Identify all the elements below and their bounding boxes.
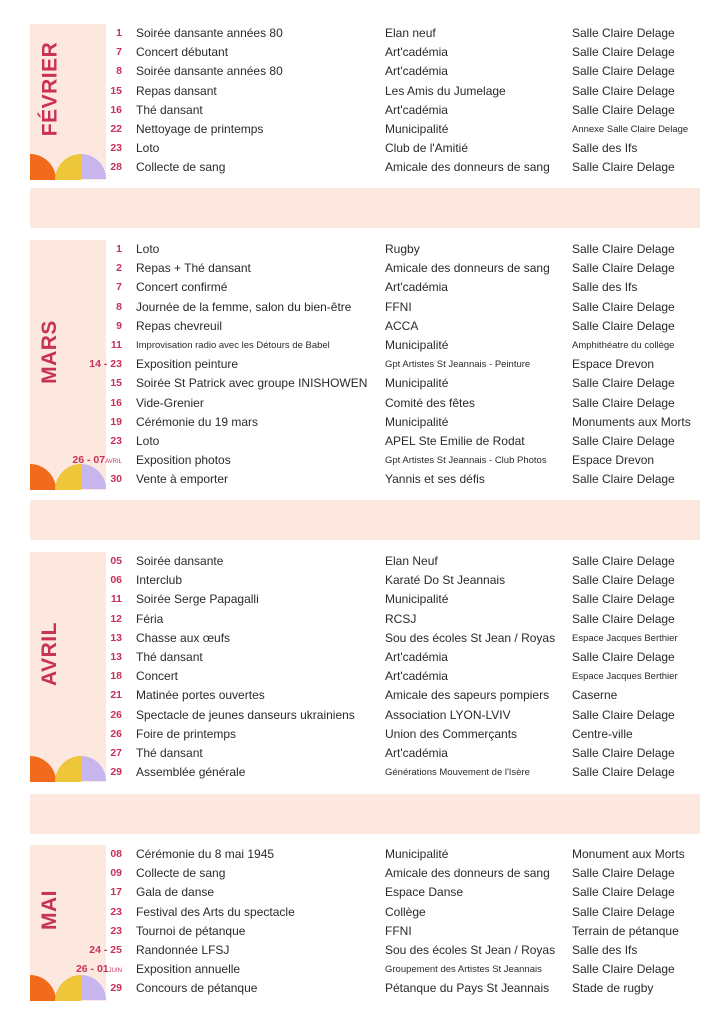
event-date <box>116 259 122 278</box>
event-location: Salle Claire Delage <box>572 64 675 79</box>
event-date-value: 23 <box>110 142 122 155</box>
event-title: Loto <box>136 433 160 448</box>
event-organizer: ACCA <box>385 318 419 333</box>
event-date <box>110 706 122 725</box>
event-title: Soirée dansante <box>136 554 224 568</box>
event-date-value: 7 <box>116 46 122 59</box>
event-title: Concert confirmé <box>136 280 228 295</box>
event-location: Salle Claire Delage <box>572 433 675 448</box>
event-title: Vente à emporter <box>136 472 229 487</box>
event-date-value: 06 <box>110 574 122 587</box>
event-date-value: 14 - 23 <box>89 358 122 371</box>
event-organizer: Sou des écoles St Jean / Royas <box>385 630 556 645</box>
event-location: Espace Drevon <box>572 453 655 468</box>
event-title: Soirée dansante années 80 <box>136 26 283 40</box>
event-date-value: 23 <box>110 905 122 918</box>
event-date-value: 1 <box>116 243 122 255</box>
event-location: Salle des Ifs <box>572 280 638 295</box>
event-organizer: Gpt Artistes St Jeannais - Club Photos <box>385 455 547 467</box>
event-date-value: 05 <box>110 555 122 567</box>
month-block-avril <box>30 552 700 782</box>
event-row <box>30 139 700 158</box>
event-date <box>110 158 122 177</box>
event-title: Matinée portes ouvertes <box>136 688 265 703</box>
event-row <box>30 158 700 177</box>
event-organizer: Amicale des donneurs de sang <box>385 866 550 881</box>
event-date-value: 29 <box>110 766 122 779</box>
event-title: Féria <box>136 611 164 626</box>
event-row <box>30 298 700 317</box>
event-title: Improvisation radio avec les Détours de Babel <box>136 339 330 351</box>
event-title: Gala de danse <box>136 885 215 900</box>
event-date <box>110 571 122 590</box>
event-organizer: Art'cadémia <box>385 64 448 79</box>
event-organizer: Art'cadémia <box>385 669 448 684</box>
event-date-value: 22 <box>110 122 122 135</box>
event-row <box>30 686 700 705</box>
event-location: Caserne <box>572 688 618 703</box>
event-title: Festival des Arts du spectacle <box>136 904 295 919</box>
event-location: Salle Claire Delage <box>572 611 675 626</box>
event-date-value: 11 <box>110 338 122 351</box>
event-organizer: Espace Danse <box>385 885 464 900</box>
event-date <box>116 62 122 81</box>
event-date <box>110 979 122 998</box>
event-date-value: 16 <box>110 103 122 116</box>
event-date-value: 1 <box>116 27 122 39</box>
event-title: Tournoi de pétanque <box>136 923 246 938</box>
event-date <box>110 922 122 941</box>
event-date <box>116 317 122 336</box>
event-list <box>30 845 700 999</box>
month-name: FÉVRIER <box>38 41 62 137</box>
event-date <box>110 845 122 864</box>
event-location: Salle Claire Delage <box>572 866 675 881</box>
event-organizer: Yannis et ses défis <box>385 472 485 487</box>
event-date <box>116 298 122 317</box>
event-organizer: APEL Ste Emilie de Rodat <box>385 433 525 448</box>
event-row <box>30 571 700 590</box>
event-organizer: Gpt Artistes St Jeannais - Peinture <box>385 359 531 371</box>
event-date-value: 30 <box>110 473 122 486</box>
event-organizer: Amicale des sapeurs pompiers <box>385 688 550 703</box>
event-date <box>110 394 122 413</box>
event-date-value: 21 <box>110 689 122 702</box>
separator-band <box>30 500 700 540</box>
event-title: Interclub <box>136 573 183 588</box>
event-location: Salle Claire Delage <box>572 261 675 276</box>
event-row <box>30 903 700 922</box>
event-date-value: 18 <box>110 670 122 683</box>
event-location: Terrain de pétanque <box>572 923 679 938</box>
event-row <box>30 43 700 62</box>
separator-band <box>30 188 700 228</box>
event-date-value: 08 <box>110 848 122 860</box>
event-row <box>30 278 700 297</box>
event-row <box>30 120 700 139</box>
month-block-mai <box>30 845 700 1001</box>
event-date <box>110 120 122 139</box>
event-row <box>30 629 700 648</box>
event-row <box>30 432 700 451</box>
event-date-value: 8 <box>116 65 122 78</box>
event-date <box>89 941 122 960</box>
event-date <box>110 903 122 922</box>
event-organizer: Pétanque du Pays St Jeannais <box>385 981 550 996</box>
event-date-value: 28 <box>110 161 122 174</box>
event-location: Salle Claire Delage <box>572 242 675 256</box>
event-row <box>30 922 700 941</box>
event-location: Monuments aux Morts <box>572 414 691 429</box>
month-name: MARS <box>38 320 61 384</box>
event-date-value: 26 <box>110 727 122 740</box>
event-title: Foire de printemps <box>136 726 237 741</box>
event-location: Salle Claire Delage <box>572 83 675 98</box>
event-location: Salle Claire Delage <box>572 102 675 117</box>
event-organizer: Art'cadémia <box>385 280 448 295</box>
event-title: Soirée St Patrick avec groupe INISHOWEN <box>136 376 368 391</box>
event-date <box>110 610 122 629</box>
event-date-value: 13 <box>110 631 122 644</box>
event-date-value: 09 <box>110 867 122 880</box>
event-organizer: Sou des écoles St Jean / Royas <box>385 942 556 957</box>
event-row <box>30 451 700 470</box>
event-organizer: Municipalité <box>385 592 449 607</box>
event-location: Salle Claire Delage <box>572 885 675 900</box>
event-date-value: 9 <box>116 319 122 332</box>
event-date <box>110 667 122 686</box>
event-title: Chasse aux œufs <box>136 630 231 645</box>
event-title: Soirée dansante années 80 <box>136 64 283 79</box>
event-list <box>30 240 700 489</box>
event-organizer: Karaté Do St Jeannais <box>385 573 506 588</box>
event-location: Monument aux Morts <box>572 847 685 861</box>
event-location: Salle Claire Delage <box>572 573 675 588</box>
event-row <box>30 336 700 355</box>
event-organizer: Association LYON-LVIV <box>385 707 511 722</box>
event-location: Salle Claire Delage <box>572 160 675 175</box>
event-organizer: Générations Mouvement de l'Isère <box>385 767 530 779</box>
event-row <box>30 355 700 374</box>
event-location: Salle Claire Delage <box>572 592 675 607</box>
month-block-fevrier <box>30 24 700 180</box>
event-date <box>110 82 122 101</box>
event-organizer: RCSJ <box>385 611 417 626</box>
event-row <box>30 883 700 902</box>
event-date <box>110 686 122 705</box>
event-location: Salle Claire Delage <box>572 376 675 391</box>
event-date-value: 16 <box>110 396 122 409</box>
event-location: Salle Claire Delage <box>572 395 675 410</box>
event-row <box>30 552 700 571</box>
event-title: Exposition photos <box>136 453 231 468</box>
event-organizer: Club de l'Amitié <box>385 141 468 156</box>
event-row <box>30 667 700 686</box>
event-location: Espace Drevon <box>572 357 655 372</box>
event-organizer: FFNI <box>385 299 412 314</box>
month-name: AVRIL <box>38 622 62 686</box>
event-organizer: Amicale des donneurs de sang <box>385 261 550 276</box>
event-location: Salle des Ifs <box>572 942 638 957</box>
event-organizer: Union des Commerçants <box>385 726 518 741</box>
event-date <box>116 24 122 43</box>
event-date <box>89 355 122 374</box>
event-organizer: Elan neuf <box>385 26 436 40</box>
event-date-value: 15 <box>110 377 122 390</box>
event-row <box>30 706 700 725</box>
event-row <box>30 413 700 432</box>
event-organizer: Art'cadémia <box>385 745 448 760</box>
event-date <box>110 101 122 120</box>
event-date <box>110 432 122 451</box>
event-date-value: 23 <box>110 434 122 447</box>
event-title: Nettoyage de printemps <box>136 121 264 136</box>
event-date-value: 8 <box>116 300 122 313</box>
event-row <box>30 610 700 629</box>
event-list <box>30 24 700 178</box>
event-row <box>30 101 700 120</box>
event-title: Repas + Thé dansant <box>136 261 251 276</box>
event-organizer: Groupement des Artistes St Jeannais <box>385 964 542 976</box>
event-title: Soirée Serge Papagalli <box>136 592 259 607</box>
event-date <box>110 552 122 571</box>
event-row <box>30 725 700 744</box>
event-row <box>30 763 700 782</box>
event-date <box>110 629 122 648</box>
event-organizer: Elan Neuf <box>385 554 438 568</box>
event-title: Vide-Grenier <box>136 395 204 410</box>
event-date <box>110 883 122 902</box>
event-location: Salle Claire Delage <box>572 554 675 568</box>
event-organizer: FFNI <box>385 923 412 938</box>
event-date-suffix: JUIN <box>108 968 122 975</box>
event-location: Salle Claire Delage <box>572 904 675 919</box>
event-date-value: 19 <box>110 415 122 428</box>
event-date-value: 24 - 25 <box>89 943 122 956</box>
event-row <box>30 24 700 43</box>
event-organizer: Amicale des donneurs de sang <box>385 160 550 175</box>
event-title: Repas chevreuil <box>136 318 223 333</box>
event-title: Concours de pétanque <box>136 981 258 996</box>
event-date-value: 15 <box>110 84 122 97</box>
event-row <box>30 941 700 960</box>
event-date <box>110 413 122 432</box>
event-date-value: 11 <box>110 593 122 606</box>
event-title: Assemblée générale <box>136 765 246 780</box>
event-row <box>30 979 700 998</box>
event-location: Salle Claire Delage <box>572 962 675 977</box>
event-row <box>30 470 700 489</box>
event-date-value: 12 <box>110 612 122 625</box>
event-organizer: Municipalité <box>385 337 449 352</box>
event-location: Salle Claire Delage <box>572 707 675 722</box>
event-row <box>30 648 700 667</box>
event-row <box>30 62 700 81</box>
event-date-value: 26 - 07 <box>72 454 106 467</box>
event-title: Concert <box>136 669 179 684</box>
event-date-value: 26 - 01 <box>75 963 109 976</box>
event-title: Repas dansant <box>136 83 217 98</box>
event-date-value: 2 <box>116 262 122 275</box>
event-title: Collecte de sang <box>136 866 226 881</box>
event-date-value: 13 <box>110 650 122 663</box>
event-date <box>110 763 122 782</box>
event-date-value: 17 <box>110 886 122 899</box>
event-location: Annexe Salle Claire Delage <box>572 123 689 135</box>
event-title: Exposition annuelle <box>136 962 241 977</box>
event-date <box>72 451 122 472</box>
event-row <box>30 259 700 278</box>
event-date <box>110 648 122 667</box>
event-date <box>110 139 122 158</box>
event-title: Loto <box>136 141 160 156</box>
event-date <box>111 336 122 355</box>
event-title: Concert débutant <box>136 45 229 60</box>
event-location: Salle Claire Delage <box>572 649 675 664</box>
event-row <box>30 82 700 101</box>
event-location: Espace Jacques Berthier <box>572 632 678 644</box>
event-date <box>76 960 122 981</box>
event-date <box>116 278 122 297</box>
event-title: Collecte de sang <box>136 160 226 175</box>
event-row <box>30 845 700 864</box>
event-date <box>110 744 122 763</box>
event-row <box>30 374 700 393</box>
event-date <box>111 590 122 609</box>
event-organizer: Art'cadémia <box>385 649 448 664</box>
event-date <box>110 864 122 883</box>
event-organizer: Municipalité <box>385 376 449 391</box>
event-location: Salle Claire Delage <box>572 745 675 760</box>
event-organizer: Comité des fêtes <box>385 395 476 410</box>
event-organizer: Collège <box>385 904 426 919</box>
event-date <box>110 374 122 393</box>
event-location: Salle Claire Delage <box>572 318 675 333</box>
event-row <box>30 394 700 413</box>
event-date-value: 29 <box>110 982 122 995</box>
event-row <box>30 864 700 883</box>
event-organizer: Les Amis du Jumelage <box>385 83 506 98</box>
event-date-value: 26 <box>110 708 122 721</box>
event-organizer: Rugby <box>385 242 420 256</box>
event-row <box>30 317 700 336</box>
event-organizer: Municipalité <box>385 847 449 861</box>
event-title: Cérémonie du 8 mai 1945 <box>136 847 275 861</box>
event-date <box>110 470 122 489</box>
event-location: Stade de rugby <box>572 981 654 996</box>
event-location: Espace Jacques Berthier <box>572 671 678 683</box>
event-title: Spectacle de jeunes danseurs ukrainiens <box>136 707 355 722</box>
month-block-mars <box>30 240 700 490</box>
separator-band <box>30 794 700 834</box>
event-location: Salle Claire Delage <box>572 45 675 60</box>
event-location: Salle Claire Delage <box>572 26 675 40</box>
event-date <box>116 43 122 62</box>
event-row <box>30 744 700 763</box>
event-date <box>110 725 122 744</box>
event-title: Loto <box>136 242 160 256</box>
event-location: Salle Claire Delage <box>572 299 675 314</box>
event-location: Salle Claire Delage <box>572 765 675 780</box>
event-title: Thé dansant <box>136 102 203 117</box>
event-title: Journée de la femme, salon du bien-être <box>136 299 352 314</box>
event-organizer: Municipalité <box>385 414 449 429</box>
event-date-value: 27 <box>110 746 122 759</box>
event-location: Salle des Ifs <box>572 141 638 156</box>
event-row <box>30 590 700 609</box>
event-date-suffix: AVRIL <box>105 459 122 466</box>
event-title: Randonnée LFSJ <box>136 942 230 957</box>
event-title: Thé dansant <box>136 745 203 760</box>
event-location: Salle Claire Delage <box>572 472 675 487</box>
event-title: Exposition peinture <box>136 357 239 372</box>
event-date-value: 23 <box>110 924 122 937</box>
event-row <box>30 960 700 979</box>
event-organizer: Art'cadémia <box>385 102 448 117</box>
event-date <box>116 240 122 259</box>
event-organizer: Municipalité <box>385 121 449 136</box>
month-name: MAI <box>38 890 61 930</box>
event-location: Amphithéatre du collège <box>572 339 675 351</box>
event-title: Cérémonie du 19 mars <box>136 414 259 429</box>
event-organizer: Art'cadémia <box>385 45 448 60</box>
event-row <box>30 240 700 259</box>
event-date-value: 7 <box>116 281 122 294</box>
event-location: Centre-ville <box>572 726 633 741</box>
event-list <box>30 552 700 782</box>
event-title: Thé dansant <box>136 649 203 664</box>
